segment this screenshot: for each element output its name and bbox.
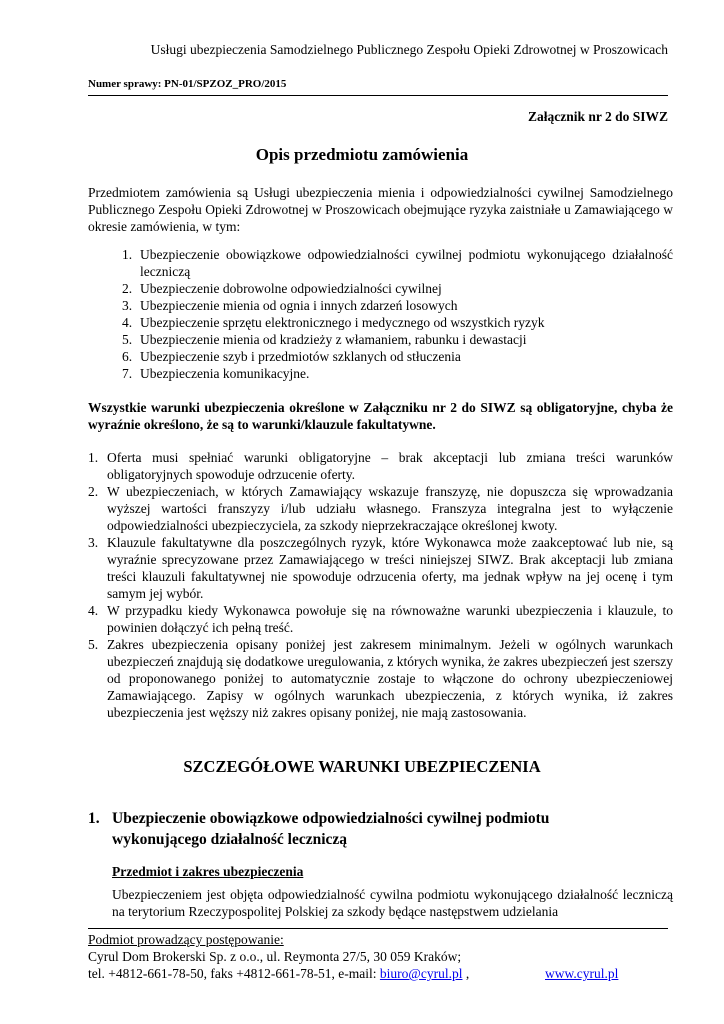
obligatory-notice: Wszystkie warunki ubezpieczenia określone w Załączniku nr 2 do SIWZ są obligatoryjne, chyba że wyraźnie określono, że są to warunki/klauzule fakultatywne.	[88, 400, 673, 432]
email-link[interactable]: biuro@cyrul.pl	[379, 966, 463, 981]
annex-label: Załącznik nr 2 do SIWZ	[527, 109, 668, 124]
website-link[interactable]: www.cyrul.pl	[545, 966, 619, 981]
list-item-number: 4.	[88, 603, 99, 618]
footer-divider	[88, 928, 668, 929]
list-item-number: 1.	[88, 450, 99, 465]
list-item	[88, 449, 673, 483]
section-title: SZCZEGÓŁOWE WARUNKI UBEZPIECZENIA	[183, 757, 541, 776]
list-item-number: 6.	[122, 349, 133, 364]
list-item	[88, 297, 673, 314]
list-item-number: 4.	[122, 315, 133, 330]
conditions-list	[88, 449, 673, 721]
list-item	[88, 246, 673, 280]
footer-contact: tel. +4812-661-78-50, faks +4812-661-78-51, e-mail:	[88, 966, 380, 981]
intro-paragraph: Przedmiotem zamówienia są Usługi ubezpieczenia mienia i odpowiedzialności cywilnej Samodzielnego Publicznego Zespołu Opieki Zdrowotnej w Proszowicach obejmujące ryzyka zaistniałe u Zamawiającego w okresie zamówienia, w tym:	[88, 185, 673, 234]
list-item-text: W ubezpieczeniach, w których Zamawiający wskazuje franszyzę, nie dopuszcza się wprowadzania wyższej wartości franszyzy i/lub udziału własnego. Franszyza integralna jest to wyłączenie odpowiedzialności ubezpieczyciela, za szkody nieprzekraczające określonej kwoty.	[107, 484, 673, 533]
list-item-number: 3.	[122, 298, 133, 313]
list-item	[88, 348, 673, 365]
subsection-title: Ubezpieczenie obowiązkowe odpowiedzialności cywilnej podmiotu wykonującego działalność leczniczą	[112, 810, 550, 848]
list-item-number: 5.	[88, 637, 99, 652]
list-item-text: Klauzule fakultatywne dla poszczególnych ryzyk, które Wykonawca może zaakceptować lub nie, są wyraźnie sprecyzowane przez Zamawiającego w treści niniejszej SIWZ. Brak akceptacji lub zmiana treści klauzuli fakultatywnej nie spowoduje odrzucenia oferty, ma jednak wpływ na jej ocenę i tym samym jej wybór.	[107, 535, 673, 601]
list-item-number: 2.	[88, 484, 99, 499]
list-item	[88, 314, 673, 331]
list-item-text: W przypadku kiedy Wykonawca powołuje się na równoważne warunki ubezpieczenia i klauzule, to powinien dołączyć ich pełną treść.	[107, 603, 673, 635]
footer-separator: ,	[462, 966, 470, 981]
list-item-number: 3.	[88, 535, 99, 550]
list-item	[88, 483, 673, 534]
case-number: Numer sprawy: PN-01/SPZOZ_PRO/2015	[88, 78, 287, 90]
list-item-text: Ubezpieczenia komunikacyjne.	[140, 366, 310, 381]
list-item-text: Ubezpieczenie szyb i przedmiotów szklanych od stłuczenia	[140, 349, 461, 364]
footer-label: Podmiot prowadzący postępowanie:	[88, 932, 284, 947]
list-item-number: 2.	[122, 281, 133, 296]
list-item	[88, 602, 673, 636]
footer-contact-line	[88, 965, 469, 982]
list-item-text: Ubezpieczenie dobrowolne odpowiedzialności cywilnej	[140, 281, 442, 296]
subsection-number: 1.	[88, 810, 100, 827]
subsection-heading	[88, 808, 628, 850]
footer-company: Cyrul Dom Brokerski Sp. z o.o., ul. Reymonta 27/5, 30 059 Kraków;	[88, 949, 462, 964]
list-item	[88, 365, 673, 382]
list-item	[88, 331, 673, 348]
list-item-text: Zakres ubezpieczenia opisany poniżej jest zakresem minimalnym. Jeżeli w ogólnych warunkach ubezpieczeń znajdują się dodatkowe uregulowania, z których wynika, że zakres ubezpieczeń jest szerszy od proponowanego poniżej to automatycznie zostaje to włączone do ochrony ubezpieczeniowej Zamawiającego. Zapisy w ogólnych warunkach ubezpieczenia, z których wynika, iż zakres ubezpieczenia jest węższy niż zakres opisany poniżej, nie mają zastosowania.	[107, 637, 673, 720]
list-item	[88, 534, 673, 602]
header-title: Usługi ubezpieczenia Samodzielnego Publicznego Zespołu Opieki Zdrowotnej w Proszowicach	[150, 42, 668, 57]
list-item-text: Ubezpieczenie mienia od kradzieży z włamaniem, rabunku i dewastacji	[140, 332, 527, 347]
list-item-text: Ubezpieczenie sprzętu elektronicznego i medycznego od wszystkich ryzyk	[140, 315, 545, 330]
list-item-number: 5.	[122, 332, 133, 347]
list-item-text: Oferta musi spełniać warunki obligatoryjne – brak akceptacji lub zmiana treści warunków obligatoryjnych spowoduje odrzucenie oferty.	[107, 450, 673, 482]
page-title: Opis przedmiotu zamówienia	[255, 145, 469, 164]
list-item-text: Ubezpieczenie mienia od ognia i innych zdarzeń losowych	[140, 298, 458, 313]
header-divider	[88, 95, 668, 96]
scope-heading: Przedmiot i zakres ubezpieczenia	[112, 864, 304, 879]
scope-paragraph: Ubezpieczeniem jest objęta odpowiedzialność cywilna podmiotu wykonującego działalność leczniczą na terytorium Rzeczypospolitej Polskiej za szkody będące następstwem udzielania	[112, 887, 673, 919]
list-item	[88, 280, 673, 297]
list-item	[88, 636, 673, 721]
list-item-text: Ubezpieczenie obowiązkowe odpowiedzialności cywilnej podmiotu wykonującego działalność leczniczą	[140, 247, 673, 279]
footer	[88, 931, 469, 982]
list-item-number: 1.	[122, 247, 133, 262]
insurance-types-list	[88, 246, 673, 382]
list-item-number: 7.	[122, 366, 133, 381]
